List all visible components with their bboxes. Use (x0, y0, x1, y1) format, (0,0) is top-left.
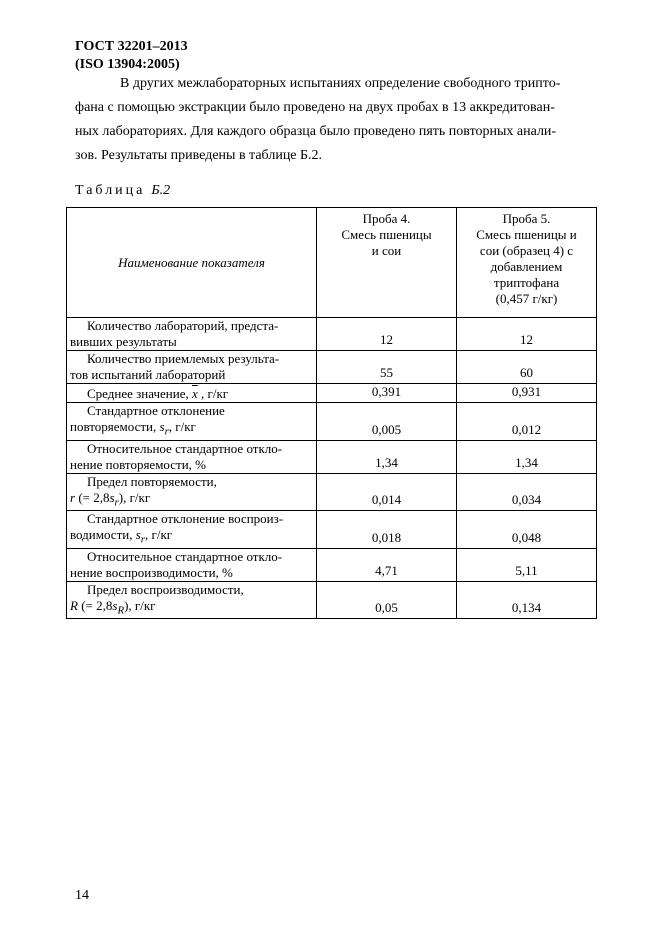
results-table (66, 207, 597, 619)
sample4-value: 0,014 (317, 473, 457, 511)
sample5-column-header (457, 208, 597, 318)
sample5-value: 60 (457, 351, 597, 384)
row-label-line: нение воспроизводимости, % (70, 564, 233, 580)
sample4-column-header (317, 208, 457, 318)
table-row (67, 440, 597, 473)
table-header-row (67, 208, 597, 318)
sample4-value: 0,391 (317, 384, 457, 403)
row-label (67, 318, 317, 351)
header-line: добавлением (490, 259, 563, 274)
table-caption (75, 183, 170, 199)
mean-symbol: $\overline{x}$ (191, 386, 198, 401)
row-label-line: повторяемости, $s_r$, г/кг (70, 419, 196, 438)
row-label-line: тов испытаний лабораторий (70, 367, 226, 382)
standard-number: ГОСТ 32201–2013 (75, 39, 188, 54)
sample4-value: 12 (317, 318, 457, 351)
table-row (67, 473, 597, 511)
paragraph-line: ных лабораториях. Для каждого образца было проведено пять повторных анали- (75, 124, 557, 139)
row-label (67, 511, 317, 549)
table-row (67, 511, 597, 549)
header-line: Проба 5. (502, 211, 551, 226)
sample4-value: 0,018 (317, 511, 457, 549)
header-line: и сои (371, 243, 402, 258)
row-label (67, 440, 317, 473)
paragraph-line: зов. Результаты приведены в таблице Б.2. (75, 148, 323, 163)
row-label-line: водимости, $s_r$, г/кг (70, 527, 173, 546)
sample5-value: 0,134 (457, 581, 597, 619)
header-line: Проба 4. (362, 211, 411, 226)
table-row (67, 548, 597, 581)
row-label-line: Предел воспроизводимости, (87, 581, 244, 597)
page-number: 14 (75, 888, 89, 903)
table-row (67, 403, 597, 441)
row-label (67, 384, 317, 403)
table-caption-id: Б.2 (151, 183, 171, 198)
table-row (67, 384, 597, 403)
sample5-value: 12 (457, 318, 597, 351)
header-line: Смесь пшеницы и (476, 227, 577, 242)
row-label (67, 548, 317, 581)
header-line: сои (образец 4) с (479, 243, 574, 258)
row-label (67, 473, 317, 511)
row-label-line: Количество приемлемых результа- (87, 351, 280, 366)
sample4-value: 55 (317, 351, 457, 384)
sample5-value: 5,11 (457, 548, 597, 581)
sample4-value: 4,71 (317, 548, 457, 581)
row-label-line: Предел повторяемости, (87, 473, 217, 489)
sample5-value: 0,012 (457, 403, 597, 441)
paragraph-line: В других межлабораторных испытаниях определение свободного трипто- (120, 76, 561, 91)
sample4-value: 0,005 (317, 403, 457, 441)
sample4-value: 0,05 (317, 581, 457, 619)
table-row (67, 351, 597, 384)
header-line: (0,457 г/кг) (495, 291, 558, 306)
header-line: триптофана (493, 275, 560, 290)
row-label-line: r (= $2,8s_r$), г/кг (70, 489, 151, 509)
row-label-line: Относительное стандартное откло- (87, 548, 283, 564)
table-caption-word: Таблица (75, 183, 146, 198)
row-label-line: Стандартное отклонение (87, 403, 225, 418)
sample4-value: 1,34 (317, 440, 457, 473)
iso-reference: (ISO 13904:2005) (75, 57, 180, 72)
row-label-line: Относительное стандартное откло- (87, 440, 283, 456)
sample5-value: 1,34 (457, 440, 597, 473)
row-label-line: нение повторяемости, % (70, 456, 206, 472)
row-label-line: Стандартное отклонение воспроиз- (87, 511, 284, 527)
header-line: Смесь пшеницы (341, 227, 432, 242)
row-label (67, 403, 317, 441)
row-label (67, 351, 317, 384)
table-row (67, 318, 597, 351)
row-label-line: R (= $2,8s_R$), г/кг (70, 597, 156, 617)
table-row (67, 581, 597, 619)
sample5-value: 0,048 (457, 511, 597, 549)
sample5-value: 0,931 (457, 384, 597, 403)
indicator-column-header: Наименование показателя (67, 208, 317, 318)
sample5-value: 0,034 (457, 473, 597, 511)
intro-paragraph (75, 72, 595, 168)
row-label-line: вивших результаты (70, 334, 177, 349)
row-label (67, 581, 317, 619)
paragraph-line: фана с помощью экстракции было проведено на двух пробах в 13 аккредитован- (75, 100, 555, 115)
row-label-line: Среднее значение, $\overline{x}$ , г/кг (87, 386, 229, 401)
row-label-line: Количество лабораторий, предста- (87, 318, 279, 333)
